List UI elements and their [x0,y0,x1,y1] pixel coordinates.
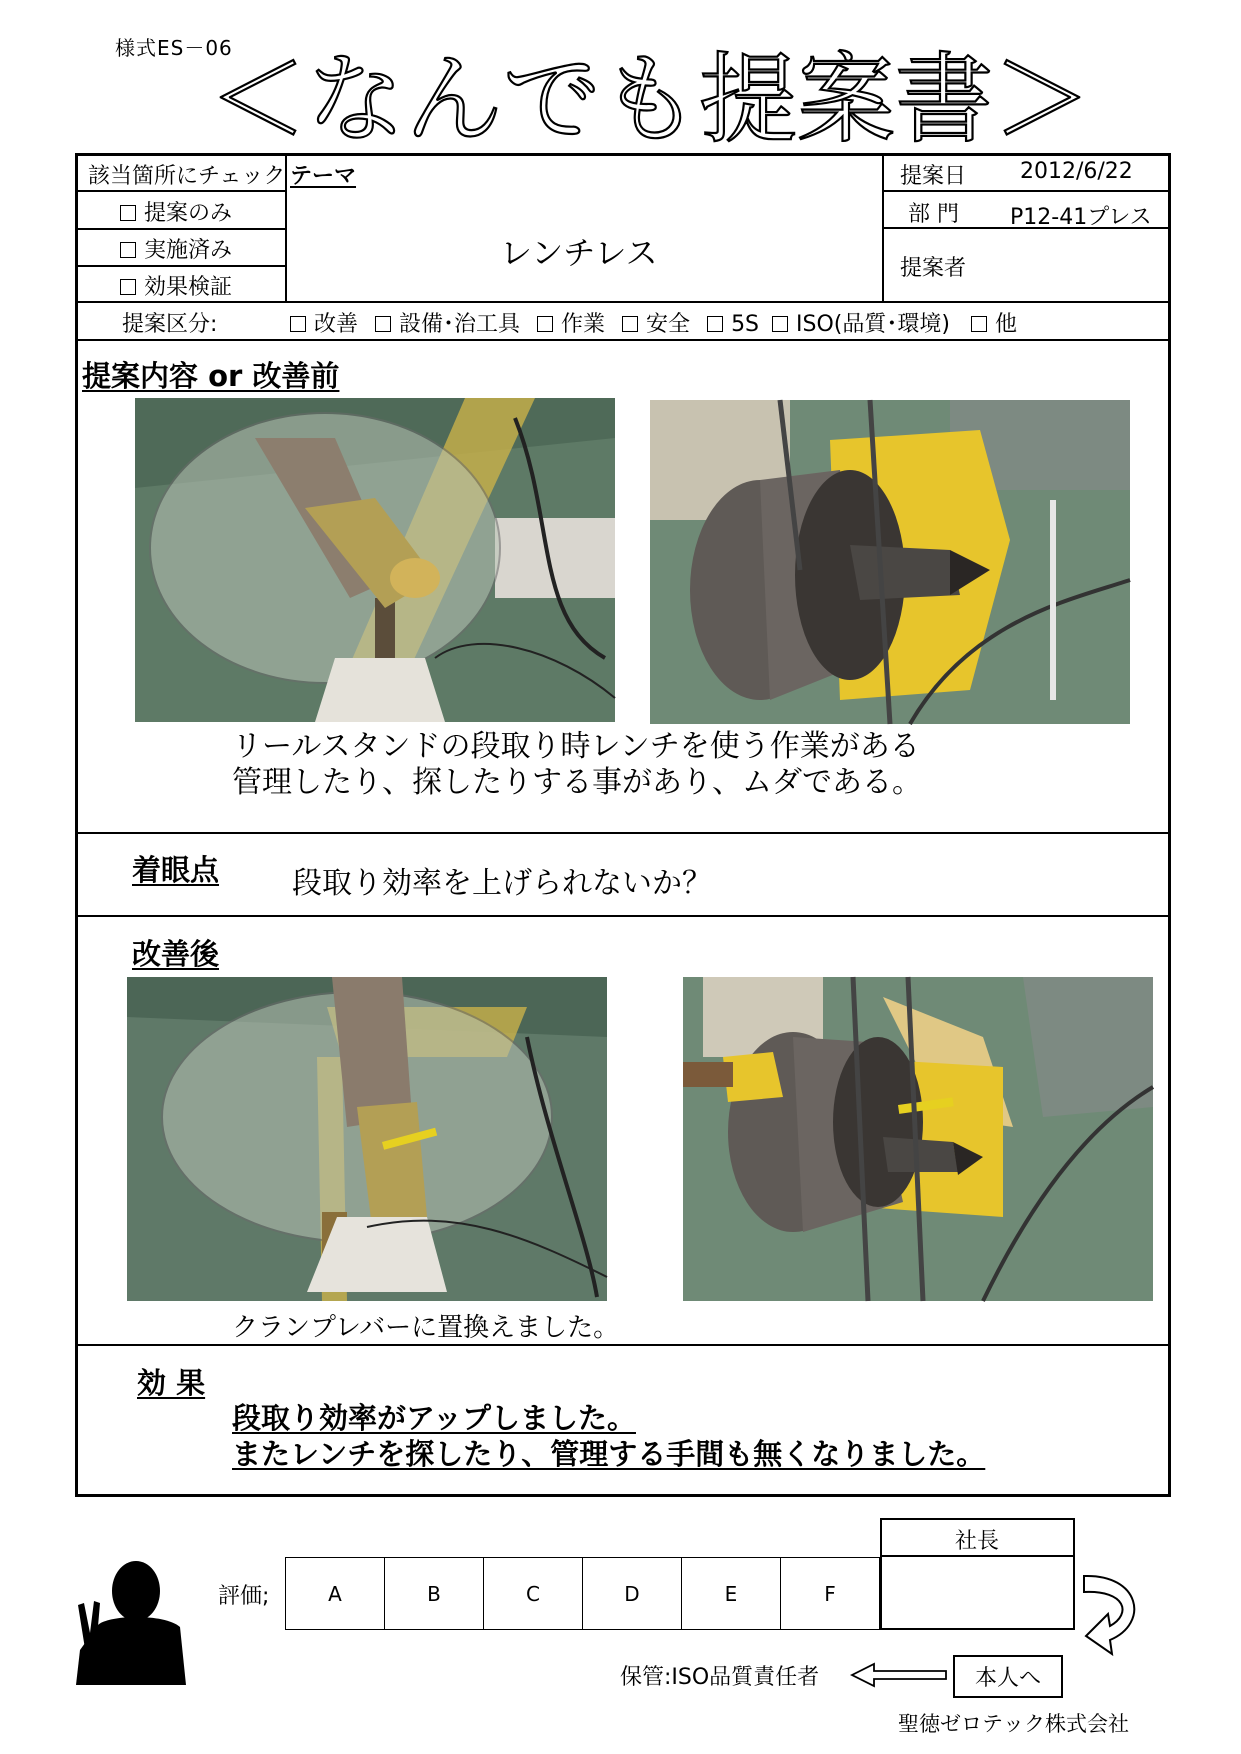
checkbox[interactable] [772,316,788,332]
after-photo-right [683,977,1153,1301]
checkbox[interactable] [120,242,136,258]
person-peace-sign-icon [68,1555,193,1685]
check-proposal-only[interactable]: 提案のみ [120,196,232,227]
proposer-label: 提案者 [900,256,967,281]
before-section-title: 提案内容 or 改善前 [82,359,340,393]
category-option[interactable]: 作業 [537,312,605,337]
date-label: 提案日 [900,164,967,189]
grade-f[interactable]: F [780,1557,880,1630]
theme-label: テーマ [290,164,357,189]
category-options [290,307,1017,338]
check-implemented[interactable]: 実施済み [120,233,232,264]
after-photo-left [127,977,607,1301]
company-name: 聖徳ゼロテック株式会社 [898,1712,1129,1736]
theme-value: レンチレス [500,234,658,272]
checkbox[interactable] [537,316,553,332]
document-title-text: ＜なんでも提案書＞ [208,43,1092,157]
category-label: 提案区分: [122,312,218,337]
after-section-title: 改善後 [132,937,220,971]
checkbox[interactable] [120,205,136,221]
grade-a[interactable]: A [285,1557,385,1630]
left-arrow-icon [850,1660,948,1690]
before-text-line1: リールスタンドの段取り時レンチを使う作業がある [232,729,920,764]
grade-c[interactable]: C [483,1557,583,1630]
category-option[interactable]: 改善 [290,312,358,337]
grade-d[interactable]: D [582,1557,682,1630]
checkbox[interactable] [375,316,391,332]
dept-label: 部 門 [908,202,959,227]
focus-section-title: 着眼点 [132,853,220,887]
return-arrow-icon [1080,1568,1150,1668]
check-label: 該当箇所にチェック [88,164,286,189]
grade-e[interactable]: E [681,1557,781,1630]
category-option[interactable]: 5S [707,312,759,337]
effect-line1: 段取り効率がアップしました。 [232,1401,636,1435]
category-option[interactable]: 設備･治工具 [375,312,520,337]
category-option[interactable]: 他 [971,312,1017,337]
checkbox[interactable] [120,279,136,295]
checkbox[interactable] [622,316,638,332]
president-label: 社長 [955,1529,1000,1554]
focus-text: 段取り効率を上げられないか？ [292,866,712,901]
checkbox[interactable] [290,316,306,332]
before-text-line2: 管理したり、探したりする事があり、ムダである。 [232,765,922,800]
form-number: 様式ES－06 [115,36,233,60]
checkbox[interactable] [971,316,987,332]
category-option[interactable]: ISO(品質･環境) [772,312,950,337]
checkbox[interactable] [707,316,723,332]
storage-label: 保管:ISO品質責任者 [620,1665,820,1690]
document-title [208,28,1092,157]
date-value: 2012/6/22 [1020,159,1133,184]
before-photo-right [650,400,1130,724]
effect-line2: またレンチを探したり、管理する手間も無くなりました。 [232,1437,986,1471]
category-option[interactable]: 安全 [622,312,690,337]
to-person-box[interactable]: 本人へ [953,1655,1063,1698]
after-caption: クランプレバーに置換えました。 [232,1313,620,1343]
before-photo-left [135,398,615,722]
dept-value: P12-41プレス [1010,205,1152,230]
effect-section-title: 効 果 [137,1366,206,1400]
check-effect-verified[interactable]: 効果検証 [120,270,232,301]
evaluation-label: 評価; [218,1584,270,1609]
grade-b[interactable]: B [384,1557,484,1630]
